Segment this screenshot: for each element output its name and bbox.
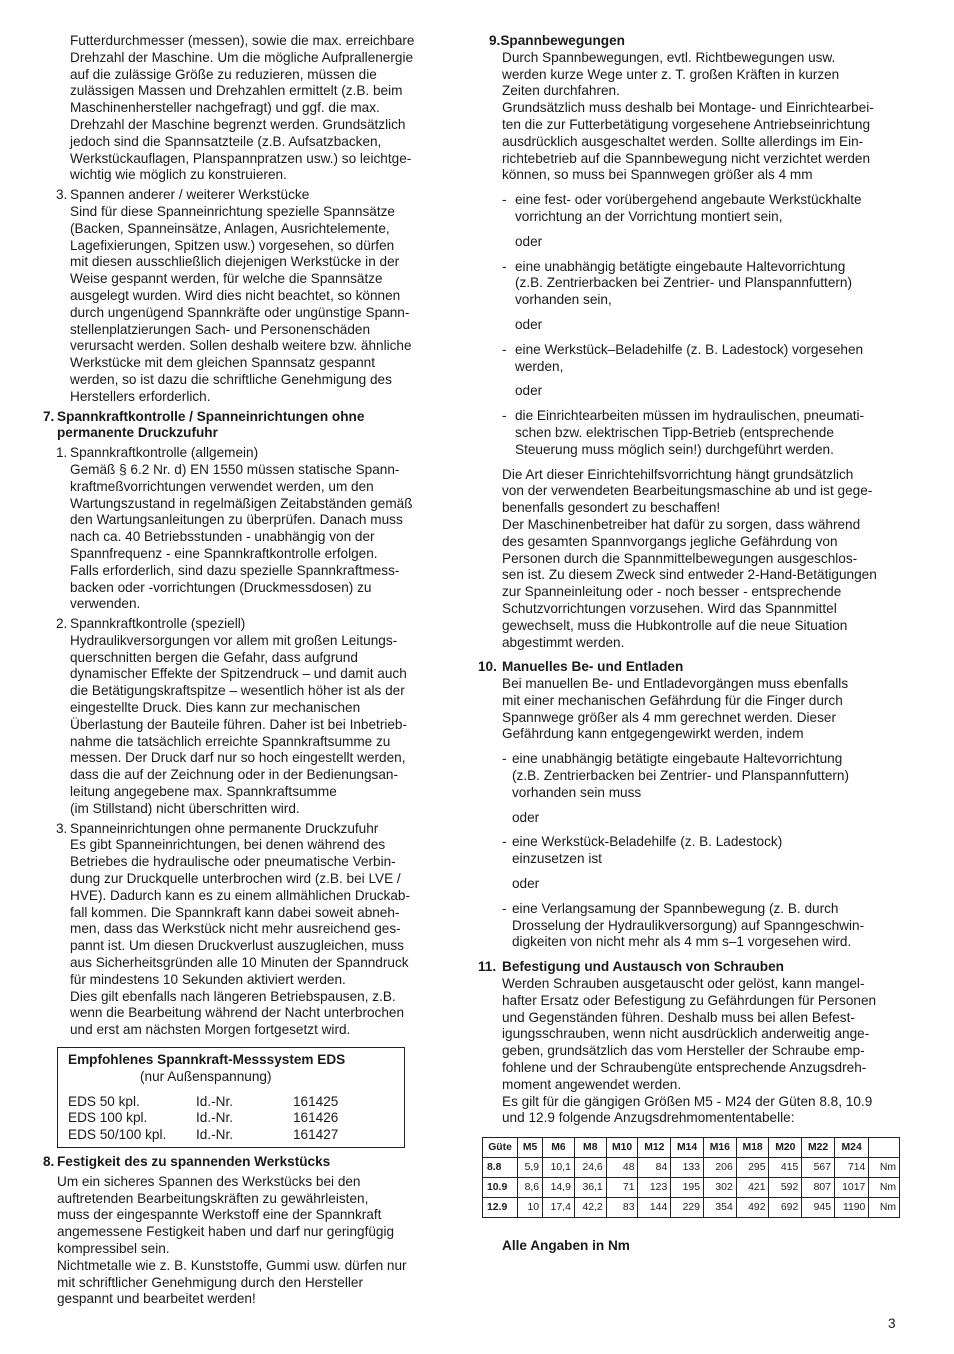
text-line: dass die auf der Zeichnung oder in der Bedienungsan- [70, 767, 398, 783]
torque-cell: 133 [671, 1158, 704, 1178]
text-line: Nichtmetalle wie z. B. Kunststoffe, Gummi usw. dürfen nur [57, 1257, 407, 1273]
eds-box-subtitle: (nur Außenspannung) [140, 1068, 272, 1084]
text-line: dynamischer Effekte der Spitzendruck – und damit auch [70, 666, 407, 682]
torque-row [483, 1158, 900, 1178]
text-line: die Einrichtearbeiten müssen im hydraulischen, pneumati- [515, 408, 865, 424]
eds-row [68, 1127, 404, 1144]
torque-row [483, 1178, 900, 1198]
text-line: den Wartungsanleitungen zu überprüfen. Danach muss [70, 512, 403, 528]
section-title-line: permanente Druckzufuhr [57, 425, 218, 441]
text-line: mit schriftlicher Genehmigung durch den Hersteller [57, 1274, 363, 1290]
eds-label: Id.-Nr. [196, 1093, 234, 1109]
text-line: und erst am nächsten Morgen fortgesetzt wird. [70, 1022, 351, 1038]
text-line: kompressibel sein. [57, 1240, 170, 1256]
text-line: schen bzw. elektrischen Tipp-Betrieb (entsprechende [515, 424, 834, 440]
text-line: Gefährdung kann entgegengewirkt werden, indem [502, 726, 804, 742]
text-line: mit diesen ausschließlich diejenigen Werkstücke in der [70, 254, 400, 270]
text-line: querschnitten bergen die Gefahr, dass aufgrund [70, 649, 358, 665]
text-line: durch ungenügend Spannkräfte oder ungünstige Spann- [70, 304, 410, 320]
torque-header-row [483, 1138, 900, 1158]
bullet-item [478, 901, 900, 951]
text-line: Spannfrequenz - eine Spannkraftkontrolle erfolgen. [70, 545, 378, 561]
text-line: können, so muss bei Spannwegen größer als 4 mm [502, 167, 813, 183]
eds-row [68, 1110, 404, 1127]
text-line: benenfalls gesondert zu beschaffen! [502, 500, 721, 516]
eds-name: EDS 100 kpl. [68, 1110, 148, 1126]
torque-row [483, 1198, 900, 1218]
torque-header-cell: M12 [638, 1138, 671, 1158]
section-9-heading: 9.Spannbewegungen [489, 33, 625, 48]
section-title: Befestigung und Austausch von Schrauben [502, 959, 784, 975]
text-line: Spannwege größer als 4 mm gerechnet werden. Dieser [502, 709, 836, 725]
text-line: (z.B. Zentrierbacken bei Zentrier- und Planspannfuttern) [515, 275, 852, 291]
text-line: eine unabhängig betätigte eingebaute Haltevorrichtung [515, 258, 846, 274]
text-line: geben, grundsätzlich das vom Hersteller der Schraube emp- [502, 1043, 865, 1059]
torque-header-cell [869, 1138, 900, 1158]
torque-cell: 8,6 [518, 1178, 543, 1198]
torque-cell: 83 [606, 1198, 638, 1218]
text-line: nach ca. 40 Betriebsstunden - unabhängig von der [70, 529, 375, 545]
text-line: Drehzahl der Maschine. Um die mögliche Aufprallenergie [70, 49, 414, 65]
section-10-heading [478, 659, 900, 676]
text-line: eine unabhängig betätigte eingebaute Haltevorrichtung [512, 751, 843, 767]
table-footnote: Alle Angaben in Nm [502, 1238, 630, 1254]
text-line: Wartungszustand in regelmäßigen Zeitabständen gemäß [70, 495, 413, 511]
torque-cell: 17,4 [543, 1198, 575, 1218]
torque-cell: 567 [802, 1158, 835, 1178]
text-line: Werden Schrauben ausgetauscht oder gelöst, kann mangel- [502, 976, 865, 992]
torque-cell: Nm [869, 1178, 900, 1198]
text-line: Überlastung der Bauteile führen. Daher ist bei Inbetrieb- [70, 716, 408, 732]
text-line: werden, so ist dazu die schriftliche Genehmigung des [70, 371, 392, 387]
bullet-item [478, 408, 900, 458]
section-title: Festigkeit des zu spannenden Werkstücks [57, 1154, 331, 1169]
item-number: 1. [56, 445, 68, 461]
text-line: vorhanden sein muss [512, 784, 642, 800]
section-number: 11. [478, 959, 497, 975]
eds-id: 161425 [293, 1093, 339, 1109]
text-line: Bei manuellen Be- und Entladevorgängen muss ebenfalls [502, 676, 849, 692]
torque-cell: 36,1 [574, 1178, 606, 1198]
torque-cell: 692 [769, 1198, 802, 1218]
text-line: auftretenden Bearbeitungskräften zu gewährleisten, [57, 1190, 369, 1206]
text-line: Falls erforderlich, sind dazu spezielle Spannkraftmess- [70, 562, 400, 578]
text-line: fohlene und der Schraubengüte entsprechende Anzugsdreh- [502, 1060, 867, 1076]
text-line: igungsschrauben, wenn nicht ausdrücklich anderweitig ange- [502, 1026, 870, 1042]
torque-cell: 302 [703, 1178, 736, 1198]
text-line: Dies gilt ebenfalls nach längeren Betriebspausen, z.B. [70, 988, 396, 1004]
text-line: Steuerung muss möglich sein!) durchgeführt werden. [515, 441, 834, 457]
text-line: jedoch sind die Spannsatzteile (z.B. Aufsatzbacken, [70, 133, 382, 149]
item-number: 3. [56, 820, 68, 836]
torque-cell: 195 [671, 1178, 704, 1198]
dash-bullet: - [502, 341, 507, 357]
text-line: leitung angegebene max. Spannkraftsumme [70, 784, 337, 800]
text-line: wichtig wie möglich zu konstruieren. [70, 167, 287, 183]
bullet-item [478, 259, 900, 309]
text-line: Die Art dieser Einrichtehilfsvorrichtung hängt grundsätzlich [502, 466, 854, 482]
torque-cell: 354 [703, 1198, 736, 1218]
text-line: mit einer mechanischen Gefährdung für die Finger durch [502, 692, 843, 708]
text-line: men, dass das Werkstück nicht mehr ausreichend ges- [70, 921, 401, 937]
torque-cell: 714 [834, 1158, 868, 1178]
text-line: Weise gespannt werden, für welche die Spannsätze [70, 271, 383, 287]
dash-bullet: - [502, 408, 507, 424]
section-9-after [478, 467, 900, 652]
torque-cell: Nm [869, 1158, 900, 1178]
torque-cell: 492 [736, 1198, 769, 1218]
oder-separator: oder [515, 383, 543, 399]
text-line: Herstellers erforderlich. [70, 388, 211, 404]
left-column [43, 33, 453, 1308]
section-10-bullets [478, 751, 900, 951]
text-line: Betriebes die hydraulische oder pneumatische Verbin- [70, 854, 396, 870]
oder-separator: oder [515, 316, 543, 332]
text-line: (Backen, Spanneinsätze, Anlagen, Ausrichtelemente, [70, 220, 390, 236]
torque-header-cell: M22 [802, 1138, 835, 1158]
text-line: moment angewendet werden. [502, 1076, 682, 1092]
text-line: auf die zulässige Größe zu reduzieren, müssen die [70, 66, 377, 82]
oder-separator: oder [515, 233, 543, 249]
text-line: ausgelegt wurden. Wird dies nicht beachtet, so können [70, 287, 401, 303]
bullet-item [478, 751, 900, 801]
torque-cell: 10 [518, 1198, 543, 1218]
text-line: Der Maschinenbetreiber hat dafür zu sorgen, dass während [502, 516, 861, 532]
torque-cell: 415 [769, 1158, 802, 1178]
torque-header-cell: M16 [703, 1138, 736, 1158]
torque-header-cell: M24 [834, 1138, 868, 1158]
text-line: ten die zur Futterbetätigung vorgesehene Antriebseinrichtung [502, 116, 871, 132]
section-8-body [43, 1174, 453, 1308]
section-9-body [478, 50, 900, 184]
torque-cell: 84 [638, 1158, 671, 1178]
section-9-bullets [478, 192, 900, 458]
eds-name: EDS 50/100 kpl. [68, 1127, 167, 1143]
torque-cell: 592 [769, 1178, 802, 1198]
text-line: eine fest- oder vorübergehend angebaute Werkstückhalte [515, 192, 862, 208]
text-line: abgestimmt werden. [502, 634, 625, 650]
torque-table [482, 1137, 900, 1218]
section-11-body [478, 976, 900, 1127]
text-line: Schutzvorrichtungen vorzusehen. Wird das Spannmittel [502, 600, 837, 616]
torque-cell: 807 [802, 1178, 835, 1198]
section-number: 7. [43, 408, 55, 424]
item-3-spannen-anderer-werkstuecke [43, 187, 453, 405]
text-line: vorrichtung an der Vorrichtung montiert sein, [515, 208, 783, 224]
torque-header-cell: Güte [483, 1138, 518, 1158]
section-number: 10. [478, 659, 497, 675]
text-line: (im Stillstand) nicht überschritten wird. [70, 800, 300, 816]
text-line: stellenplatzierungen Sach- und Personenschäden [70, 321, 371, 337]
text-line: angemessene Festigkeit haben und darf nur geringfügig [57, 1224, 395, 1240]
torque-cell: 123 [638, 1178, 671, 1198]
section-7-item-1 [43, 445, 453, 613]
text-line: Grundsätzlich muss deshalb bei Montage- und Einrichtearbei- [502, 100, 874, 116]
text-line: zulässigen Massen und Drehzahlen ermittelt (z.B. beim [70, 83, 403, 99]
dash-bullet: - [502, 258, 507, 274]
text-line: sen ist. Zu diesem Zweck sind entweder 2-Hand-Betätigungen [502, 567, 877, 583]
torque-cell: 42,2 [574, 1198, 606, 1218]
text-line: Futterdurchmesser (messen), sowie die max. erreichbare [70, 33, 415, 48]
torque-cell: 24,6 [574, 1158, 606, 1178]
text-line: und 12.9 folgende Anzugsdrehmomententabelle: [502, 1110, 795, 1126]
item-number: 3. [56, 187, 68, 203]
section-7-heading [43, 409, 453, 443]
torque-header-cell: M5 [518, 1138, 543, 1158]
eds-name: EDS 50 kpl. [68, 1093, 140, 1109]
intro-paragraph [43, 33, 453, 184]
text-line: nahme die tatsächlich erreichte Spannkraftsumme zu [70, 733, 391, 749]
text-line: eine Verlangsamung der Spannbewegung (z. B. durch [512, 900, 839, 916]
eds-label: Id.-Nr. [196, 1127, 234, 1143]
text-line: pannt ist. Um diesen Druckverlust auszugleichen, muss [70, 938, 404, 954]
text-line: Um ein sicheres Spannen des Werkstücks bei den [57, 1173, 361, 1189]
dash-bullet: - [502, 900, 507, 916]
torque-cell: 1017 [834, 1178, 868, 1198]
section-7-item-3 [43, 821, 453, 1039]
text-line: eine Werkstück-Beladehilfe (z. B. Ladestock) [512, 834, 783, 850]
text-line: und Gegenständen führen. Deshalb muss bei allen Befest- [502, 1009, 855, 1025]
section-title: Manuelles Be- und Entladen [502, 659, 684, 675]
text-line: (z.B. Zentrierbacken bei Zentrier- und Planspannfuttern) [512, 768, 849, 784]
text-line: ausdrücklich ausgeschaltet werden. Sollte allerdings im Ein- [502, 133, 864, 149]
torque-cell: 10,1 [543, 1158, 575, 1178]
torque-header-cell: M18 [736, 1138, 769, 1158]
bullet-item [478, 192, 900, 226]
text-line: kraftmeßvorrichtungen verwendet werden, um den [70, 478, 374, 494]
text-line: muss der eingespannte Werkstoff eine der Spannkraft [57, 1207, 382, 1223]
dash-bullet: - [502, 834, 507, 850]
section-10-body [478, 676, 900, 743]
eds-label: Id.-Nr. [196, 1110, 234, 1126]
torque-cell: Nm [869, 1198, 900, 1218]
text-line: verursacht werden. Sollen deshalb weitere bzw. ähnliche [70, 338, 412, 354]
text-line: die Betätigungskraftspitze – wesentlich höher ist als der [70, 683, 405, 699]
eds-id: 161426 [293, 1110, 339, 1126]
torque-cell: 8.8 [483, 1158, 518, 1178]
text-line: backen oder -vorrichtungen (Druckmessdosen) zu [70, 579, 372, 595]
text-line: Zeiten durchfahren. [502, 83, 620, 99]
bullet-item [478, 834, 900, 868]
torque-header-cell: M8 [574, 1138, 606, 1158]
section-7-item-2 [43, 616, 453, 818]
text-line: Drehzahl der Maschine begrenzt werden. Grundsätzlich [70, 116, 406, 132]
text-line: eingestellte Druck. Dies kann zur mechanischen [70, 700, 361, 716]
torque-cell: 48 [606, 1158, 638, 1178]
text-line: Lagefixierungen, Spitzen usw.) vorgesehen, so dürfen [70, 237, 395, 253]
text-line: Sind für diese Spanneinrichtung spezielle Spannsätze [70, 203, 395, 219]
text-line: Spannen anderer / weiterer Werkstücke [70, 187, 310, 203]
page-number: 3 [888, 1316, 896, 1331]
right-column [478, 33, 900, 1255]
torque-cell: 1190 [834, 1198, 868, 1218]
eds-recommendation-box [57, 1047, 405, 1148]
text-line: werden, [515, 358, 564, 374]
text-line: Spanneinrichtungen ohne permanente Druckzufuhr [70, 820, 379, 836]
bullet-item [478, 342, 900, 376]
text-line: digkeiten von nicht mehr als 4 mm s–1 vorgesehen wird. [512, 934, 852, 950]
text-line: Gemäß § 6.2 Nr. d) EN 1550 müssen statische Spann- [70, 461, 400, 477]
text-line: von der verwendeten Bearbeitungsmaschine ab und ist gege- [502, 483, 873, 499]
text-line: Durch Spannbewegungen, evtl. Richtbewegungen usw. [502, 49, 836, 65]
text-line: aus Sicherheitsgründen alle 10 Minuten der Spanndruck [70, 955, 409, 971]
torque-cell: 12.9 [483, 1198, 518, 1218]
section-11-heading [478, 959, 900, 976]
torque-header-cell: M14 [671, 1138, 704, 1158]
text-line: Werkstücke mit dem gleichen Spannsatz gespannt [70, 355, 376, 371]
torque-cell: 14,9 [543, 1178, 575, 1198]
text-line: Drosselung der Hydraulikversorgung) auf Spanngeschwin- [512, 917, 865, 933]
text-line: HVE). Dadurch kann es zu einem allmählichen Druckab- [70, 887, 410, 903]
section-number: 8. [43, 1154, 55, 1169]
item-number: 2. [56, 616, 68, 632]
text-line: Maschinenhersteller nachgefragt) und ggf. die max. [70, 100, 380, 116]
text-line: einzusetzen ist [512, 851, 602, 867]
torque-header-cell: M6 [543, 1138, 575, 1158]
text-line: dung zur Druckquelle unterbrochen wird (z.B. bei LVE / [70, 871, 401, 887]
torque-cell: 295 [736, 1158, 769, 1178]
text-line: Spannkraftkontrolle (speziell) [70, 616, 246, 632]
text-line: zur Spanneinleitung oder - noch besser - entsprechende [502, 584, 842, 600]
torque-cell: 71 [606, 1178, 638, 1198]
torque-cell: 144 [638, 1198, 671, 1218]
text-line: Personen durch die Spannmittelbewegungen ausgeschlos- [502, 550, 858, 566]
eds-box-title: Empfohlenes Spannkraft-Messsystem EDS [68, 1052, 346, 1068]
torque-cell: 5,9 [518, 1158, 543, 1178]
torque-header-cell: M20 [769, 1138, 802, 1158]
dash-bullet: - [502, 751, 507, 767]
oder-separator: oder [512, 876, 540, 892]
text-line: vorhanden sein, [515, 292, 612, 308]
text-line: des gesamten Spannvorgangs jegliche Gefährdung von [502, 533, 838, 549]
text-line: hafter Ersatz oder Befestigung zu Gefährdungen für Personen [502, 992, 877, 1008]
eds-id: 161427 [293, 1127, 339, 1143]
text-line: Werkstückauflagen, Planspannpratzen usw.) so leichtge- [70, 150, 412, 166]
text-line: eine Werkstück–Beladehilfe (z. B. Ladestock) vorgesehen [515, 341, 864, 357]
section-title-line: Spannkraftkontrolle / Spanneinrichtungen ohne [57, 408, 365, 424]
text-line: Spannkraftkontrolle (allgemein) [70, 445, 259, 461]
text-line: verwenden. [70, 596, 141, 612]
text-line: richtebetrieb auf die Spannbewegung nicht verzichtet werden [502, 150, 871, 166]
text-line: gespannt und bearbeitet werden! [57, 1291, 256, 1307]
text-line: Es gibt Spanneinrichtungen, bei denen während des [70, 837, 386, 853]
text-line: fall kommen. Die Spannkraft kann dabei soweit abneh- [70, 904, 400, 920]
text-line: für mindestens 10 Sekunden aktiviert werden. [70, 971, 346, 987]
torque-header-cell: M10 [606, 1138, 638, 1158]
text-line: Hydraulikversorgungen vor allem mit großen Leitungs- [70, 632, 398, 648]
dash-bullet: - [502, 192, 507, 208]
text-line: messen. Der Druck darf nur so hoch eingestellt werden, [70, 750, 406, 766]
section-8-heading [43, 1154, 453, 1171]
text-line: werden kurze Wege unter z. T. großen Kräften in kurzen [502, 66, 840, 82]
torque-cell: 229 [671, 1198, 704, 1218]
text-line: gewechselt, muss die Hubkontrolle auf die neue Situation [502, 617, 848, 633]
oder-separator: oder [512, 809, 540, 825]
text-line: Es gilt für die gängigen Größen M5 - M24 der Güten 8.8, 10.9 [502, 1093, 873, 1109]
torque-cell: 945 [802, 1198, 835, 1218]
eds-row [68, 1094, 404, 1111]
text-line: wenn die Bearbeitung während der Nacht unterbrochen [70, 1005, 405, 1021]
torque-cell: 421 [736, 1178, 769, 1198]
torque-cell: 10.9 [483, 1178, 518, 1198]
torque-cell: 206 [703, 1158, 736, 1178]
